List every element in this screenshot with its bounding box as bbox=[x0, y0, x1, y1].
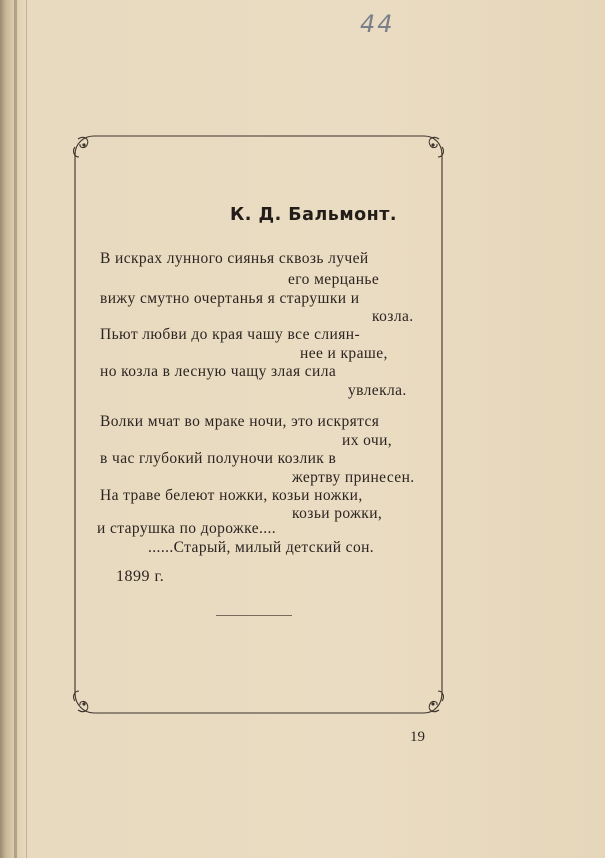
closing-rule bbox=[216, 615, 292, 616]
poem-line: козла. bbox=[372, 308, 414, 325]
poem-line: козьи рожки, bbox=[292, 505, 383, 522]
handwritten-page-mark: 44 bbox=[360, 10, 395, 38]
poem-line: нее и краше, bbox=[300, 345, 388, 362]
poem-line: Пьют любви до края чашу все слиян- bbox=[100, 326, 361, 343]
poem-line: жертву принесен. bbox=[292, 469, 415, 486]
poem-line: На траве белеют ножки, козьи ножки, bbox=[100, 487, 363, 504]
poem-line: ......Старый, милый детский сон. bbox=[148, 539, 375, 556]
poem-line: но козла в лесную чащу злая сила bbox=[100, 363, 337, 380]
poem-line: вижу смутно очертанья я старушки и bbox=[100, 290, 360, 307]
page-number: 19 bbox=[410, 729, 425, 745]
poem-author-heading: К. Д. Бальмонт. bbox=[229, 205, 398, 225]
poem-line: в час глубокий полуночи козлик в bbox=[100, 450, 337, 467]
book-gutter-line bbox=[26, 0, 27, 858]
poem-year: 1899 г. bbox=[116, 568, 165, 585]
poem-line: увлекла. bbox=[348, 382, 407, 399]
poem-line: Волки мчат во мраке ночи, это искрятся bbox=[100, 413, 380, 430]
poem-line: В искрах лунного сиянья сквозь лучей bbox=[100, 250, 369, 267]
poem-line: его мерцанье bbox=[288, 271, 380, 288]
book-gutter bbox=[14, 0, 17, 858]
poem-line: их очи, bbox=[342, 432, 393, 449]
poem-line: и старушка по дорожке.... bbox=[97, 520, 277, 537]
